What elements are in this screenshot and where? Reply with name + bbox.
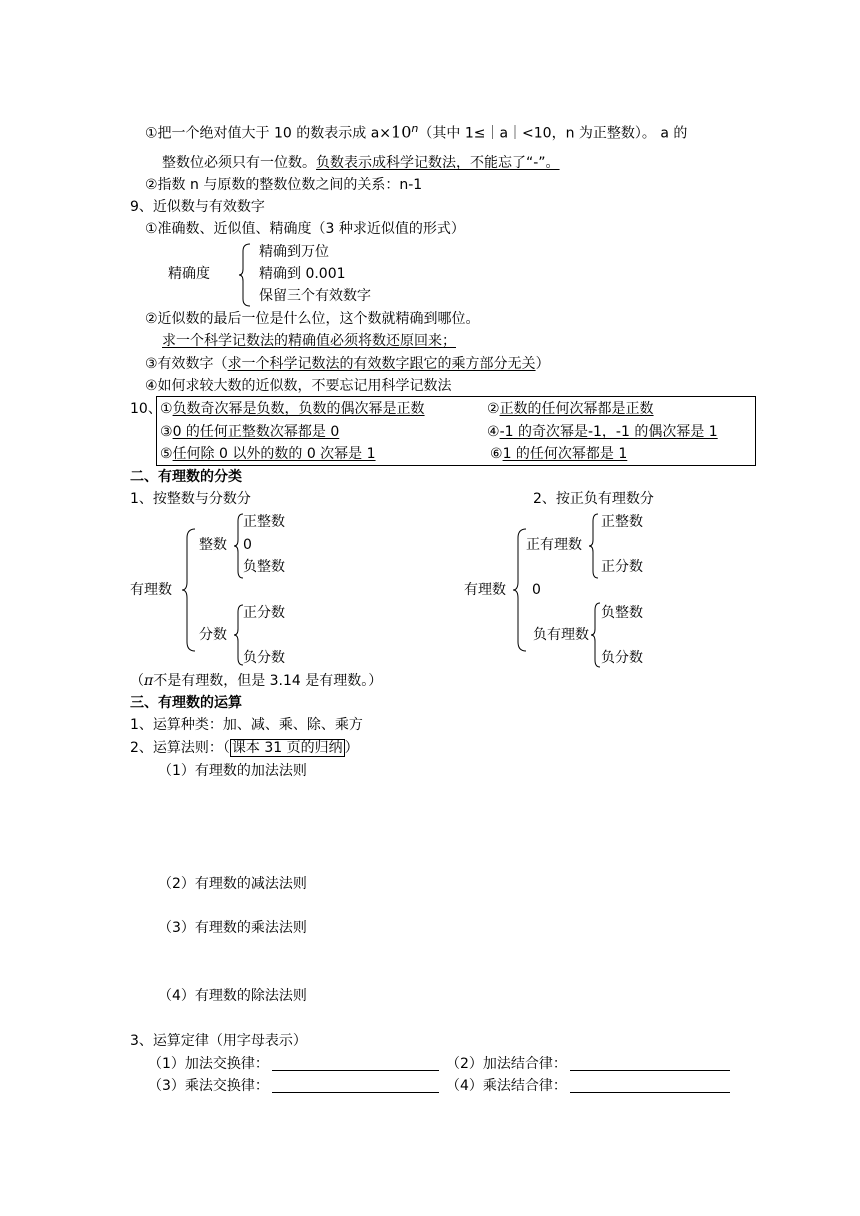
right-zero: 0 (532, 582, 541, 598)
sci-power-exp: n (411, 122, 419, 135)
pi-note-open: （ (130, 673, 144, 689)
powers-number: 10、 (130, 401, 162, 417)
power-rule-2-mark: ② (487, 401, 500, 417)
left-pos-frac: 正分数 (243, 605, 285, 621)
power-rule-3-mark: ③ (160, 424, 173, 440)
ops-rules-post: ） (344, 740, 359, 756)
precision-option-2: 精确到 0.001 (259, 266, 346, 282)
approx-item-3-underlined: 求一个科学记数法的有效数字跟它的乘方部分无关 (227, 356, 536, 372)
law-add-commutative-blank[interactable] (272, 1070, 439, 1071)
power-rule-1-text: 负数奇次幂是负数，负数的偶次幂是正数 (172, 401, 425, 417)
law-add-associative: （2）加法结合律： (446, 1056, 567, 1072)
power-rule-4-mark: ④ (487, 424, 500, 440)
right-pos-int: 正整数 (601, 514, 643, 530)
left-fraction: 分数 (199, 627, 227, 643)
left-root: 有理数 (130, 582, 172, 598)
approx-item-3 (145, 354, 550, 374)
power-rule-2 (487, 399, 654, 419)
left-neg-frac: 负分数 (243, 650, 285, 666)
power-rule-6-mark: ⑥ (490, 446, 503, 462)
power-rule-6 (490, 444, 627, 464)
left-zero: 0 (243, 537, 252, 553)
power-rule-1-mark: ① (160, 401, 173, 417)
ops-mul-rule: （3）有理数的乘法法则 (158, 920, 307, 936)
approx-item-3-pre: ③有效数字（ (145, 356, 228, 372)
ops-rules (130, 738, 359, 758)
precision-brace (238, 243, 252, 307)
power-rule-3-text: 0 的任何正整数次幂都是 0 (172, 424, 340, 440)
approx-item-3-post: ） (535, 356, 550, 372)
pi-note (130, 671, 382, 691)
right-pos-brace (588, 513, 600, 579)
ops-rules-boxed: 课本 31 页的归纳 (231, 740, 343, 756)
precision-label: 精确度 (168, 266, 210, 282)
right-pos-frac: 正分数 (601, 559, 643, 575)
precision-option-1: 精确到万位 (259, 244, 329, 260)
sci-line-1 (145, 119, 687, 144)
pi-note-close: ） (368, 673, 383, 689)
power-rule-6-text: 1 的任何次幂都是 1 (502, 446, 628, 462)
ops-add-rule: （1）有理数的加法法则 (158, 763, 307, 779)
law-add-commutative: （1）加法交换律： (148, 1056, 269, 1072)
approx-heading: 9、近似数与有效数字 (130, 199, 265, 215)
approx-item-4: ④如何求较大数的近似数，不要忘记用科学记数法 (145, 378, 452, 394)
power-rule-1 (160, 399, 425, 419)
ops-sub-rule: （2）有理数的减法法则 (158, 876, 307, 892)
approx-item-2-note: 求一个科学记数法的精确值必须将数还原回来； (162, 333, 456, 349)
power-rule-5 (160, 444, 376, 464)
sci-power-base: 10 (391, 122, 412, 142)
power-rule-3 (160, 422, 339, 442)
right-root: 有理数 (464, 582, 506, 598)
left-pos-int: 正整数 (243, 514, 285, 530)
ops-heading: 三、有理数的运算 (130, 695, 242, 711)
left-root-brace (181, 528, 197, 652)
power-rule-4-text: -1 的奇次幂是-1，-1 的偶次幂是 1 (499, 424, 718, 440)
law-mul-associative-blank[interactable] (570, 1092, 730, 1093)
sci-line-1-post: （其中 1≤｜a｜<10，n 为正整数）。 a 的 (418, 125, 688, 142)
right-neg-int: 负整数 (601, 605, 643, 621)
power-rule-5-mark: ⑤ (160, 446, 173, 462)
right-neg-rational: 负有理数 (533, 627, 589, 643)
power-rule-5-text: 任何除 0 以外的数的 0 次幂是 1 (172, 446, 376, 462)
power-rule-4 (487, 422, 718, 442)
law-add-associative-blank[interactable] (570, 1070, 730, 1071)
pi-note-text: 不是有理数，但是 3.14 是有理数。 (153, 673, 369, 689)
sci-line-2-underlined: 负数表示成科学记数法，不能忘了“-”。 (316, 155, 560, 171)
approx-item-1: ①准确数、近似值、精确度（3 种求近似值的形式） (145, 221, 465, 237)
pi-symbol: π (144, 673, 154, 689)
sci-line-2-plain: 整数位必须只有一位数。 (162, 155, 316, 171)
classify-right-title: 2、按正负有理数分 (533, 491, 654, 507)
sci-line-3: ②指数 n 与原数的整数位数之间的关系：n-1 (145, 177, 423, 193)
right-pos-rational: 正有理数 (526, 537, 582, 553)
classify-left-title: 1、按整数与分数分 (130, 491, 251, 507)
power-rule-2-text: 正数的任何次幂都是正数 (499, 401, 654, 417)
ops-rules-pre: 2、运算法则：（ (130, 740, 230, 756)
left-integer: 整数 (199, 537, 227, 553)
sci-line-1-pre: ①把一个绝对值大于 10 的数表示成 a× (145, 125, 392, 142)
right-neg-frac: 负分数 (601, 650, 643, 666)
sci-line-2 (162, 153, 560, 173)
law-mul-commutative: （3）乘法交换律： (148, 1078, 269, 1094)
law-mul-associative: （4）乘法结合律： (446, 1078, 567, 1094)
ops-laws-heading: 3、运算定律（用字母表示） (130, 1033, 307, 1049)
precision-option-3: 保留三个有效数字 (259, 288, 371, 304)
approx-item-2: ②近似数的最后一位是什么位，这个数就精确到哪位。 (145, 311, 480, 327)
ops-kinds: 1、运算种类：加、减、乘、除、乘方 (130, 717, 363, 733)
ops-div-rule: （4）有理数的除法法则 (158, 988, 307, 1004)
law-mul-commutative-blank[interactable] (272, 1092, 439, 1093)
classify-heading: 二、有理数的分类 (130, 469, 242, 485)
left-neg-int: 负整数 (243, 559, 285, 575)
